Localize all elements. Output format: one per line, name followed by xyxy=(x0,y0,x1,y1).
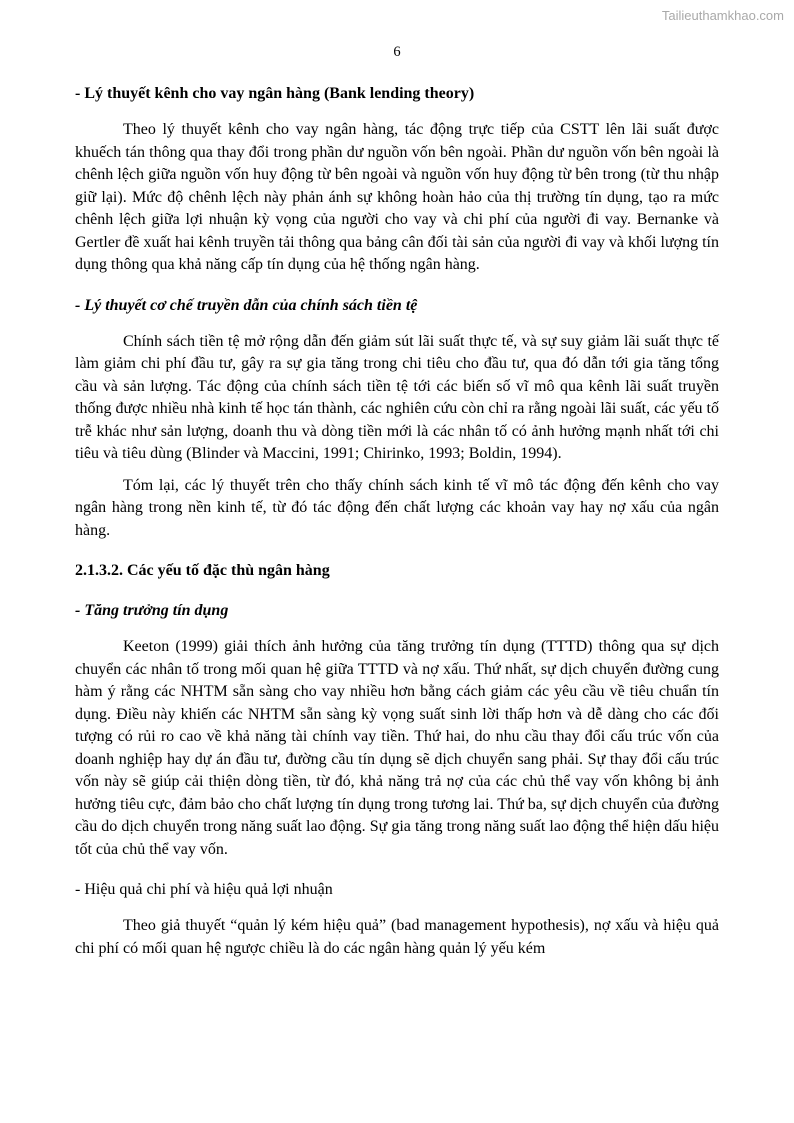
heading-bank-lending-theory: - Lý thuyết kênh cho vay ngân hàng (Bank lending theory) xyxy=(75,85,475,102)
heading-credit-growth: - Tăng trưởng tín dụng xyxy=(75,602,229,619)
para-bad-management-hypothesis: Theo giả thuyết “quản lý kém hiệu quả” (bad management hypothesis), nợ xấu và hiệu quả chi phí có mối quan hệ ngược chiều là do các ngân hàng quản lý yếu kém xyxy=(75,917,719,957)
page-number: 6 xyxy=(393,44,401,60)
para-bank-lending-theory: Theo lý thuyết kênh cho vay ngân hàng, tác động trực tiếp của CSTT lên lãi suất được khuếch tán thông qua thay đổi trong phần dư nguồn vốn bên ngoài. Phần dư nguồn vốn bên ngoài là chênh lệch giữa nguồn vốn huy động từ bên ngoài và nguồn vốn huy động từ bên trong (từ thu nhập giữ lại). Mức độ chênh lệch này phản ánh sự không hoàn hảo của thị trường tín dụng, tạo ra mức chênh lệch giữa lợi nhuận kỳ vọng của người cho vay và chi phí của người đi vay. Bernanke và Gertler đề xuất hai kênh truyền tải thông qua bảng cân đối tài sản của người đi vay và khối lượng tín dụng thông qua khả năng cấp tín dụng của hệ thống ngân hàng. xyxy=(75,121,719,273)
para-credit-growth-keeton: Keeton (1999) giải thích ảnh hưởng của tăng trưởng tín dụng (TTTD) thông qua sự dịch chuyển các nhân tố trong mối quan hệ giữa TTTD và nợ xấu. Thứ nhất, sự dịch chuyển đường cung hàm ý rằng các NHTM sẵn sàng cho vay nhiều hơn bằng cách giảm các yêu cầu về tiêu chuẩn tín dụng. Điều này khiến các NHTM sẵn sàng kỳ vọng suất sinh lời thấp hơn và dễ dàng cho các đối tượng có rủi ro cao về khả năng tài chính vay tiền. Thứ hai, do nhu cầu thay đổi cấu trúc vốn của doanh nghiệp hay dự án đầu tư, đường cầu tín dụng sẽ dịch chuyển sang phải. Sự thay đổi cấu trúc vốn này sẽ giúp cải thiện dòng tiền, từ đó, khả năng trả nợ của các chủ thể vay vốn không bị ảnh hưởng tiêu cực, đảm bảo cho chất lượng tín dụng trong tương lai. Thứ ba, sự dịch chuyển của đường cầu do dịch chuyển trong năng suất lao động. Sự gia tăng trong năng suất lao động thể hiện dấu hiệu tốt của chủ thể vay vốn. xyxy=(75,638,719,858)
para-theories-summary: Tóm lại, các lý thuyết trên cho thấy chính sách kinh tế vĩ mô tác động đến kênh cho vay ngân hàng trong nền kinh tế, từ đó tác động đến chất lượng các khoản vay hay nợ xấu của ngân hàng. xyxy=(75,476,719,539)
watermark: Tailieuthamkhao.com xyxy=(661,8,784,23)
heading-cost-profit-efficiency: - Hiệu quả chi phí và hiệu quả lợi nhuận xyxy=(75,881,333,898)
heading-monetary-transmission-mechanism: - Lý thuyết cơ chế truyền dẫn của chính sách tiền tệ xyxy=(75,296,418,314)
para-monetary-policy-expansion: Chính sách tiền tệ mở rộng dẫn đến giảm sút lãi suất thực tế, và sự suy giảm lãi suất thực tế làm giảm chi phí đầu tư, gây ra sự gia tăng trong chi tiêu cho đầu tư, qua đó dẫn tới gia tăng tổng cầu và sản lượng. Tác động của chính sách tiền tệ tới các biến số vĩ mô qua kênh lãi suất truyền thống được nhiều nhà kinh tế học tán thành, các nghiên cứu còn chỉ ra rằng ngoài lãi suất, các yếu tố trễ khác như sản lượng, doanh thu và dòng tiền mới là các nhân tố có ảnh hưởng mạnh nhất tới chi tiêu và tiêu dùng (Blinder và Maccini, 1991; Chirinko, 1993; Boldin, 1994). xyxy=(75,332,719,462)
heading-section-2-1-3-2: 2.1.3.2. Các yếu tố đặc thù ngân hàng xyxy=(75,562,330,579)
